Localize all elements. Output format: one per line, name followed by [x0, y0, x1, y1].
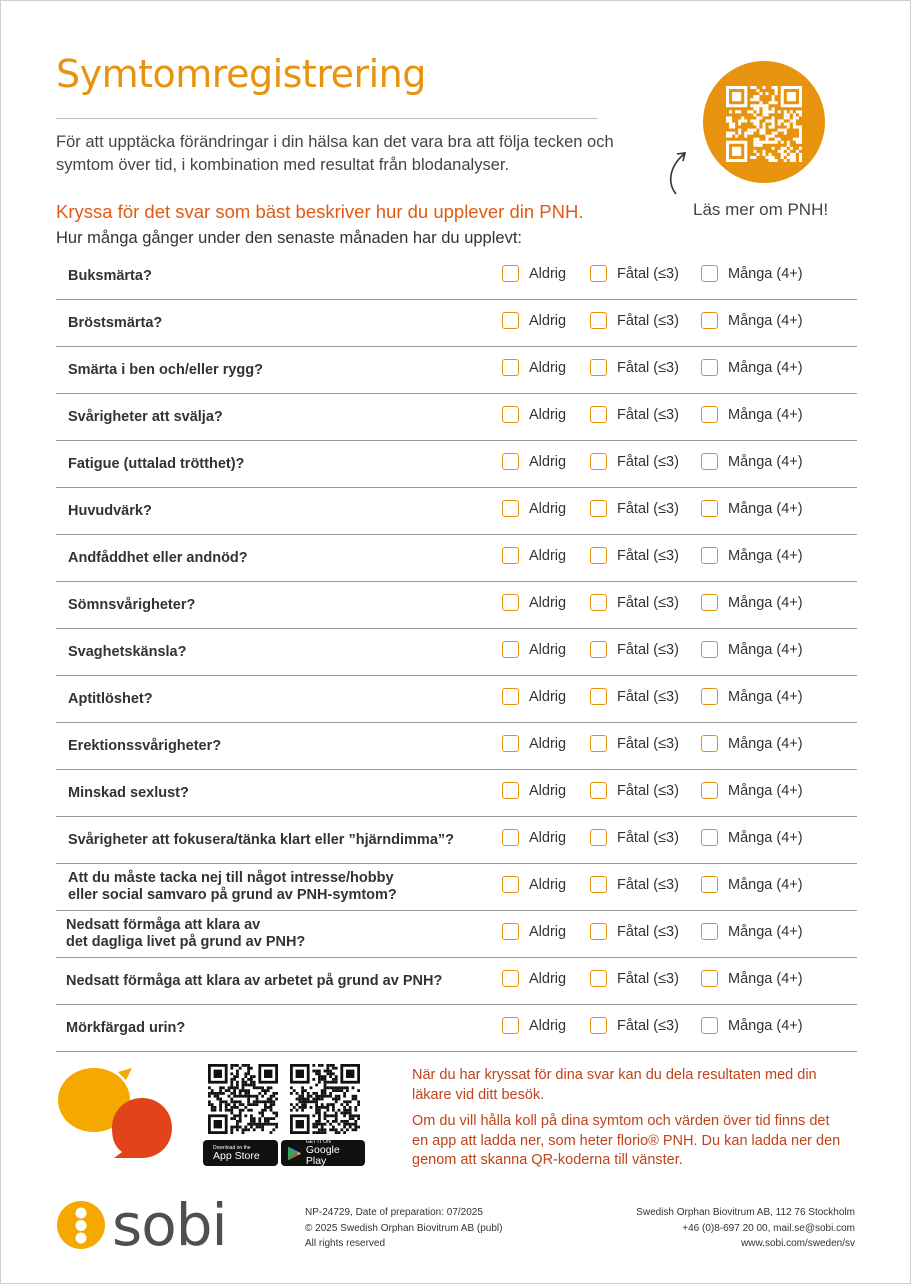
option-label: Många (4+) — [728, 876, 803, 893]
checkbox[interactable] — [701, 688, 718, 705]
app-info-text — [412, 1066, 844, 1178]
option-label: Många (4+) — [728, 735, 803, 752]
checkbox[interactable] — [590, 641, 607, 658]
checkbox[interactable] — [502, 970, 519, 987]
option-label: Fåtal (≤3) — [617, 829, 679, 846]
option-label: Fåtal (≤3) — [617, 782, 679, 799]
checkbox[interactable] — [701, 829, 718, 846]
symptom-row — [56, 300, 857, 347]
checkbox[interactable] — [590, 970, 607, 987]
checkbox[interactable] — [701, 453, 718, 470]
symptom-row — [56, 676, 857, 723]
checkbox[interactable] — [590, 782, 607, 799]
checkbox[interactable] — [502, 312, 519, 329]
answer-option[interactable] — [590, 782, 679, 799]
company-website[interactable]: www.sobi.com/sweden/sv — [741, 1238, 855, 1249]
footer-document-info — [305, 1205, 502, 1252]
answer-option[interactable] — [502, 829, 566, 846]
symptom-question: Andfåddhet eller andnöd? — [68, 549, 248, 566]
option-label: Många (4+) — [728, 829, 803, 846]
checkbox[interactable] — [502, 782, 519, 799]
answer-option[interactable] — [590, 453, 679, 470]
company-address: Swedish Orphan Biovitrum AB, 112 76 Stockholm — [636, 1207, 855, 1218]
checkbox[interactable] — [701, 547, 718, 564]
option-label: Fåtal (≤3) — [617, 1017, 679, 1034]
symptom-question: Svaghetskänsla? — [68, 643, 187, 660]
option-label: Många (4+) — [728, 970, 803, 987]
answer-option[interactable] — [502, 594, 566, 611]
checkbox[interactable] — [701, 970, 718, 987]
symptom-row — [56, 864, 857, 911]
answer-option[interactable] — [502, 876, 566, 893]
option-label: Aldrig — [529, 547, 567, 564]
checkbox[interactable] — [701, 923, 718, 940]
checkbox[interactable] — [502, 594, 519, 611]
option-label: Fåtal (≤3) — [617, 500, 679, 517]
answer-option[interactable] — [590, 500, 679, 517]
checkbox[interactable] — [590, 735, 607, 752]
answer-option[interactable] — [701, 594, 803, 611]
checkbox[interactable] — [590, 453, 607, 470]
checkbox[interactable] — [701, 406, 718, 423]
title-divider — [56, 118, 598, 119]
option-label: Många (4+) — [728, 453, 803, 470]
option-label: Många (4+) — [728, 688, 803, 705]
symptom-question: Aptitlöshet? — [68, 690, 153, 707]
answer-option[interactable] — [502, 923, 566, 940]
checkbox[interactable] — [590, 265, 607, 282]
checkbox[interactable] — [701, 594, 718, 611]
answer-option[interactable] — [701, 453, 803, 470]
symptom-row — [56, 911, 857, 958]
checkbox[interactable] — [590, 1017, 607, 1034]
option-label: Många (4+) — [728, 500, 803, 517]
option-label: Aldrig — [529, 359, 567, 376]
answer-option[interactable] — [502, 406, 566, 423]
symptom-row — [56, 253, 857, 300]
option-label: Aldrig — [529, 688, 567, 705]
answer-option[interactable] — [590, 829, 679, 846]
answer-option[interactable] — [502, 735, 566, 752]
option-label: Fåtal (≤3) — [617, 406, 679, 423]
checkbox[interactable] — [502, 641, 519, 658]
checkbox[interactable] — [502, 265, 519, 282]
checkbox[interactable] — [590, 923, 607, 940]
answer-option[interactable] — [590, 688, 679, 705]
symptom-question: Sömnsvårigheter? — [68, 596, 196, 613]
option-label: Många (4+) — [728, 641, 803, 658]
symptom-question: Svårigheter att svälja? — [68, 408, 223, 425]
answer-option[interactable] — [590, 923, 679, 940]
checkbox[interactable] — [502, 547, 519, 564]
option-label: Många (4+) — [728, 923, 803, 940]
option-label: Aldrig — [529, 735, 567, 752]
googleplay-qr-code-icon[interactable] — [290, 1064, 360, 1134]
checkbox[interactable] — [590, 406, 607, 423]
appstore-label: App Store — [213, 1149, 260, 1162]
rights-reserved: All rights reserved — [305, 1238, 386, 1249]
answer-option[interactable] — [701, 970, 803, 987]
option-label: Aldrig — [529, 1017, 567, 1034]
checkbox[interactable] — [502, 500, 519, 517]
share-results-text: När du har kryssat för dina svar kan du dela resultaten med din läkare vid ditt besök. — [412, 1067, 817, 1103]
qr-caption: Läs mer om PNH! — [693, 200, 829, 219]
symptom-row — [56, 723, 857, 770]
answer-option[interactable] — [502, 453, 566, 470]
answer-option[interactable] — [701, 500, 803, 517]
answer-option[interactable] — [590, 1017, 679, 1034]
symptom-question: Smärta i ben och/eller rygg? — [68, 361, 263, 378]
answer-option[interactable] — [502, 970, 566, 987]
answer-option[interactable] — [590, 594, 679, 611]
checkbox[interactable] — [502, 735, 519, 752]
appstore-badge[interactable] — [203, 1140, 278, 1166]
option-label: Fåtal (≤3) — [617, 923, 679, 940]
answer-option[interactable] — [701, 688, 803, 705]
option-label: Aldrig — [529, 923, 567, 940]
answer-option[interactable] — [502, 688, 566, 705]
checkbox[interactable] — [502, 359, 519, 376]
option-label: Fåtal (≤3) — [617, 970, 679, 987]
symptom-question: Fatigue (uttalad trötthet)? — [68, 455, 245, 472]
option-label: Fåtal (≤3) — [617, 265, 679, 282]
curved-arrow-icon — [666, 148, 696, 198]
option-label: Många (4+) — [728, 547, 803, 564]
answer-option[interactable] — [502, 265, 566, 282]
checkbox[interactable] — [590, 876, 607, 893]
checkbox[interactable] — [590, 359, 607, 376]
checkbox[interactable] — [502, 1017, 519, 1034]
answer-option[interactable] — [502, 312, 566, 329]
checkbox[interactable] — [701, 359, 718, 376]
answer-option[interactable] — [701, 641, 803, 658]
answer-option[interactable] — [701, 829, 803, 846]
checkbox[interactable] — [590, 312, 607, 329]
answer-option[interactable] — [701, 312, 803, 329]
answer-option[interactable] — [701, 735, 803, 752]
answer-option[interactable] — [701, 547, 803, 564]
checkbox[interactable] — [590, 829, 607, 846]
option-label: Många (4+) — [728, 359, 803, 376]
option-label: Fåtal (≤3) — [617, 641, 679, 658]
answer-option[interactable] — [701, 923, 803, 940]
checkbox[interactable] — [502, 829, 519, 846]
form-subquestion: Hur många gånger under den senaste månaden har du upplevt: — [56, 229, 522, 247]
sobi-wordmark: sobi — [112, 1191, 227, 1259]
googleplay-small-text: GET IT ON — [305, 1139, 331, 1145]
googleplay-label: Google Play — [305, 1144, 340, 1167]
answer-option[interactable] — [590, 312, 679, 329]
checkbox[interactable] — [590, 547, 607, 564]
answer-option[interactable] — [590, 359, 679, 376]
checkbox[interactable] — [590, 688, 607, 705]
answer-option[interactable] — [701, 265, 803, 282]
symptom-row — [56, 441, 857, 488]
checkbox[interactable] — [590, 500, 607, 517]
checkbox[interactable] — [701, 1017, 718, 1034]
option-label: Aldrig — [529, 406, 567, 423]
answer-option[interactable] — [590, 641, 679, 658]
symptom-question: Huvudvärk? — [68, 502, 152, 519]
option-label: Fåtal (≤3) — [617, 312, 679, 329]
answer-option[interactable] — [590, 547, 679, 564]
symptom-question: Erektionssvårigheter? — [68, 737, 222, 754]
answer-option[interactable] — [701, 876, 803, 893]
checkbox[interactable] — [502, 406, 519, 423]
option-label: Många (4+) — [728, 594, 803, 611]
answer-option[interactable] — [502, 782, 566, 799]
option-label: Aldrig — [529, 312, 567, 329]
option-label: Fåtal (≤3) — [617, 735, 679, 752]
page-title: Symtomregistrering — [56, 52, 426, 96]
option-label: Fåtal (≤3) — [617, 453, 679, 470]
symptom-row — [56, 817, 857, 864]
intro-text: För att upptäcka förändringar i din hälsa kan det vara bra att följa tecken och symtom över tid, i kombination med resultat från blodanalyser. — [56, 133, 614, 174]
checkbox[interactable] — [701, 500, 718, 517]
option-label: Aldrig — [529, 782, 567, 799]
symptom-row — [56, 535, 857, 582]
option-label: Aldrig — [529, 453, 567, 470]
symptom-question: Svårigheter att fokusera/tänka klart eller ”hjärndimma”? — [68, 831, 454, 848]
symptom-row — [56, 488, 857, 535]
option-label: Aldrig — [529, 970, 567, 987]
symptom-row — [56, 582, 857, 629]
answer-option[interactable] — [502, 359, 566, 376]
qr-code-icon — [726, 86, 802, 162]
symptom-question: Nedsatt förmåga att klara av det dagliga livet på grund av PNH? — [66, 917, 306, 950]
copyright: © 2025 Swedish Orphan Biovitrum AB (publ) — [305, 1222, 503, 1234]
speech-bubble-red — [112, 1098, 172, 1158]
answer-option[interactable] — [590, 735, 679, 752]
appstore-qr-code-icon[interactable] — [208, 1064, 278, 1134]
checkbox[interactable] — [701, 782, 718, 799]
checkbox[interactable] — [701, 876, 718, 893]
option-label: Många (4+) — [728, 782, 803, 799]
option-label: Aldrig — [529, 594, 567, 611]
symptom-row — [56, 347, 857, 394]
symptom-question: Minskad sexlust? — [68, 784, 189, 801]
google-play-icon — [287, 1145, 302, 1162]
answer-option[interactable] — [590, 406, 679, 423]
company-contact[interactable]: +46 (0)8-697 20 00, mail.se@sobi.com — [682, 1222, 855, 1234]
symptom-row — [56, 629, 857, 676]
checkbox[interactable] — [502, 876, 519, 893]
checkbox[interactable] — [502, 453, 519, 470]
option-label: Fåtal (≤3) — [617, 359, 679, 376]
answer-option[interactable] — [590, 876, 679, 893]
option-label: Aldrig — [529, 265, 567, 282]
form-instruction: Kryssa för det svar som bäst beskriver hur du upplever din PNH. — [56, 201, 584, 222]
option-label: Fåtal (≤3) — [617, 688, 679, 705]
symptom-table — [56, 253, 857, 1052]
answer-option[interactable] — [502, 641, 566, 658]
appstore-small-text: Download on the — [213, 1144, 251, 1151]
sobi-logo-mark-icon — [56, 1200, 106, 1250]
app-download-text: Om du vill hålla koll på dina symtom och värden över tid finns det en app att ladda ner, som heter florio® PNH. Du kan ladda ner den genom att skanna QR-koderna till vänster. — [412, 1113, 841, 1168]
checkbox[interactable] — [590, 594, 607, 611]
answer-option[interactable] — [590, 265, 679, 282]
option-label: Aldrig — [529, 500, 567, 517]
symptom-question: Att du måste tacka nej till något intresse/hobby eller social samvaro på grund av PNH-symtom? — [68, 870, 397, 903]
answer-option[interactable] — [590, 970, 679, 987]
checkbox[interactable] — [701, 265, 718, 282]
option-label: Fåtal (≤3) — [617, 594, 679, 611]
pnh-info-qr-badge[interactable] — [703, 61, 825, 183]
checkbox[interactable] — [701, 312, 718, 329]
sobi-logo — [56, 1191, 227, 1259]
speech-bubbles-logo — [56, 1066, 176, 1162]
answer-option[interactable] — [701, 359, 803, 376]
answer-option[interactable] — [701, 406, 803, 423]
symptom-question: Nedsatt förmåga att klara av arbetet på grund av PNH? — [66, 972, 443, 989]
option-label: Aldrig — [529, 829, 567, 846]
option-label: Fåtal (≤3) — [617, 547, 679, 564]
option-label: Många (4+) — [728, 1017, 803, 1034]
symptom-question: Mörkfärgad urin? — [66, 1019, 186, 1036]
answer-option[interactable] — [701, 1017, 803, 1034]
symptom-row — [56, 958, 857, 1005]
answer-option[interactable] — [502, 500, 566, 517]
footer-company-info — [636, 1205, 855, 1252]
checkbox[interactable] — [502, 688, 519, 705]
checkbox[interactable] — [701, 641, 718, 658]
option-label: Fåtal (≤3) — [617, 876, 679, 893]
symptom-question: Buksmärta? — [68, 267, 152, 284]
symptom-row — [56, 770, 857, 817]
symptom-question: Bröstsmärta? — [68, 314, 163, 331]
googleplay-badge[interactable] — [281, 1140, 365, 1166]
checkbox[interactable] — [701, 735, 718, 752]
checkbox[interactable] — [502, 923, 519, 940]
document-id: NP-24729, Date of preparation: 07/2025 — [305, 1207, 483, 1218]
option-label: Många (4+) — [728, 406, 803, 423]
option-label: Aldrig — [529, 876, 567, 893]
option-label: Många (4+) — [728, 265, 803, 282]
answer-option[interactable] — [701, 782, 803, 799]
answer-option[interactable] — [502, 547, 566, 564]
answer-option[interactable] — [502, 1017, 566, 1034]
symptom-row — [56, 1005, 857, 1052]
option-label: Många (4+) — [728, 312, 803, 329]
option-label: Aldrig — [529, 641, 567, 658]
symptom-row — [56, 394, 857, 441]
